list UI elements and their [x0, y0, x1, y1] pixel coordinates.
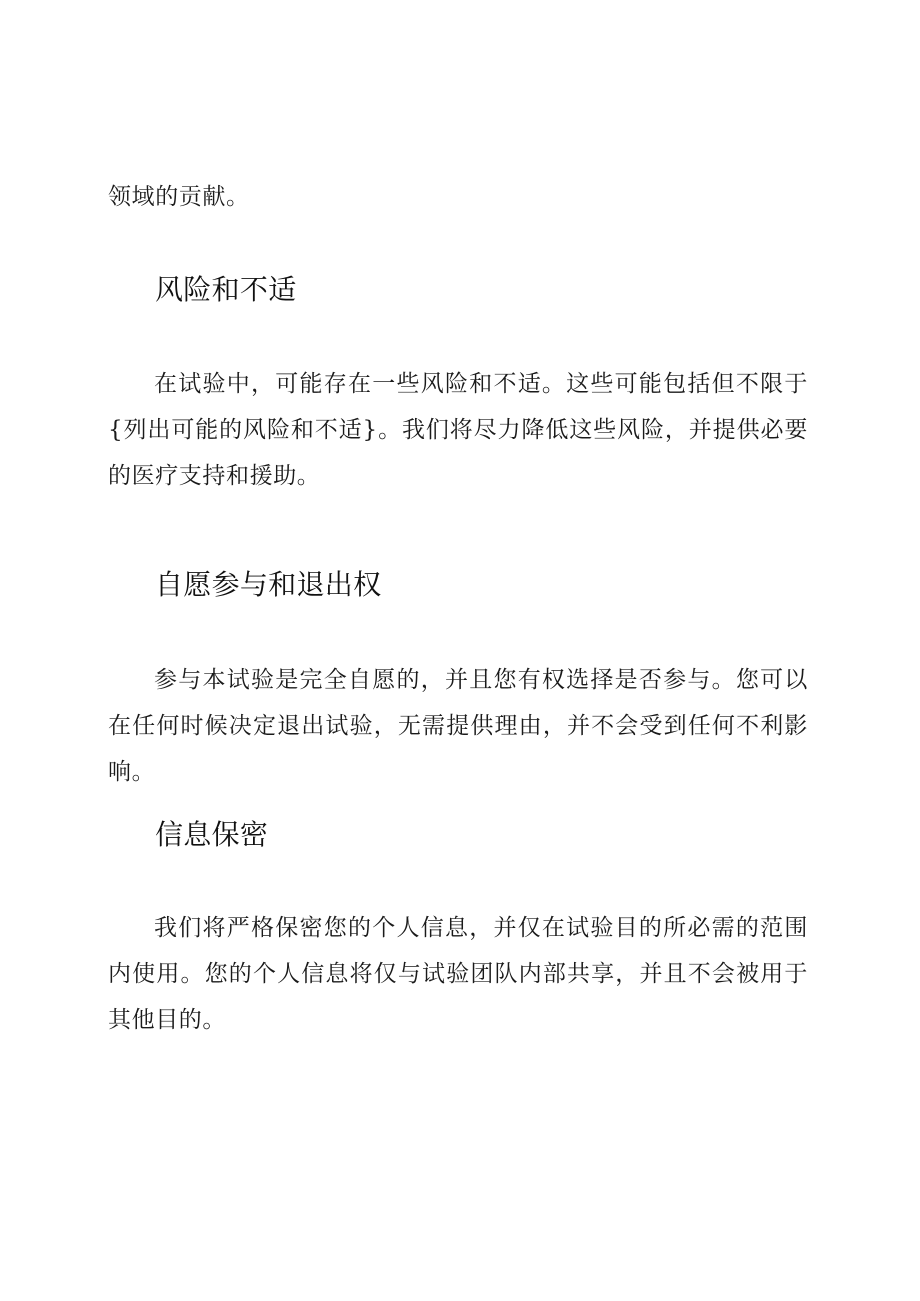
- section-body-confidentiality: [108, 905, 808, 1043]
- section-paragraph-voluntary: 参与本试验是完全自愿的，并且您有权选择是否参与。您可以在任何时候决定退出试验，无需提供理由，并不会受到任何不利影响。: [108, 667, 808, 785]
- section-paragraph-confidentiality: 我们将严格保密您的个人信息，并仅在试验目的所必需的范围内使用。您的个人信息将仅与试验团队内部共享，并且不会被用于其他目的。: [108, 915, 808, 1033]
- section-heading-confidentiality: 信息保密: [155, 818, 269, 851]
- intro-tail-paragraph: 领域的贡献。: [108, 184, 250, 210]
- section-heading-risks: 风险和不适: [155, 273, 297, 306]
- section-heading-voluntary: 自愿参与和退出权: [155, 568, 382, 601]
- section-body-risks: [108, 361, 808, 499]
- section-body-voluntary: [108, 657, 808, 795]
- intro-tail-block: [108, 174, 808, 220]
- section-paragraph-risks: 在试验中，可能存在一些风险和不适。这些可能包括但不限于{列出可能的风险和不适}。我们将尽力降低这些风险，并提供必要的医疗支持和援助。: [108, 371, 808, 489]
